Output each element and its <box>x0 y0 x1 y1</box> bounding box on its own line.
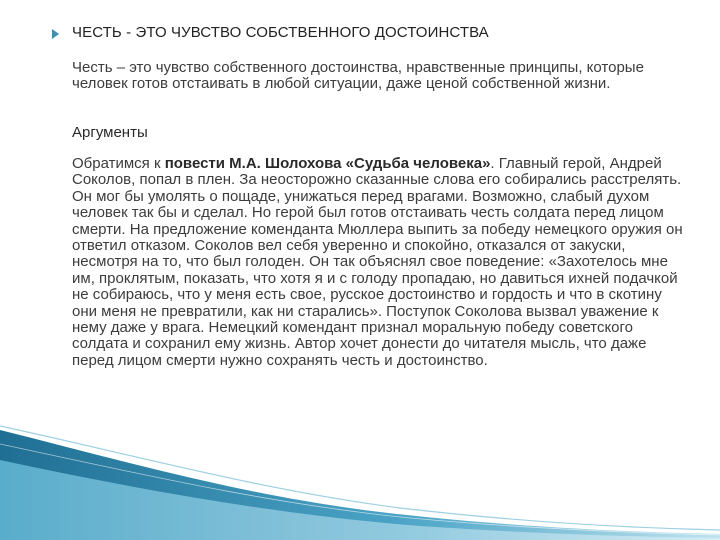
story-paragraph <box>72 156 687 369</box>
arguments-label: Аргументы <box>72 124 148 141</box>
triangle-right-icon <box>52 29 59 39</box>
story-intro: Обратимся к <box>72 155 165 172</box>
work-reference: повести М.А. Шолохова «Судьба человека» <box>164 155 491 172</box>
slide-heading: ЧЕСТЬ - ЭТО ЧУВСТВО СОБСТВЕННОГО ДОСТОИНСТВА <box>72 24 489 41</box>
definition-paragraph: Честь – это чувство собственного достоинства, нравственные принципы, которые человек готов отстаивать в любой ситуации, даже ценой собственной жизни. <box>72 59 644 93</box>
decorative-wave <box>0 420 720 540</box>
story-body: . Главный герой, Андрей Соколов, попал в плен. За неосторожно сказанные слова его собирались расстрелять. Он мог бы умолять о пощаде, унижаться перед врагами. Возможно, слабый духом человек так бы и сделал. Но герой был готов отстаивать честь солдата перед лицом смерти. На предложение коменданта Мюллера выпить за победу немецкого оружия он ответил отказом. Соколов вел себя уверенно и спокойно, отказался от закуски, несмотря на то, что был голоден. Он так объяснял свое поведение: «Захотелось мне им, проклятым, показать, что хотя я и с голоду пропадаю, но давиться ихней подачкой не собираюсь, что у меня есть свое, русское достоинство и гордость и что в скотину они меня не превратили, как ни старались». Поступок Соколова вызвал уважение к нему даже у врага. Немецкий комендант признал моральную победу советского солдата и сохранил ему жизнь. Автор хочет донести до читателя мысль, что даже перед лицом смерти нужно сохранять честь и достоинство. <box>72 155 683 369</box>
